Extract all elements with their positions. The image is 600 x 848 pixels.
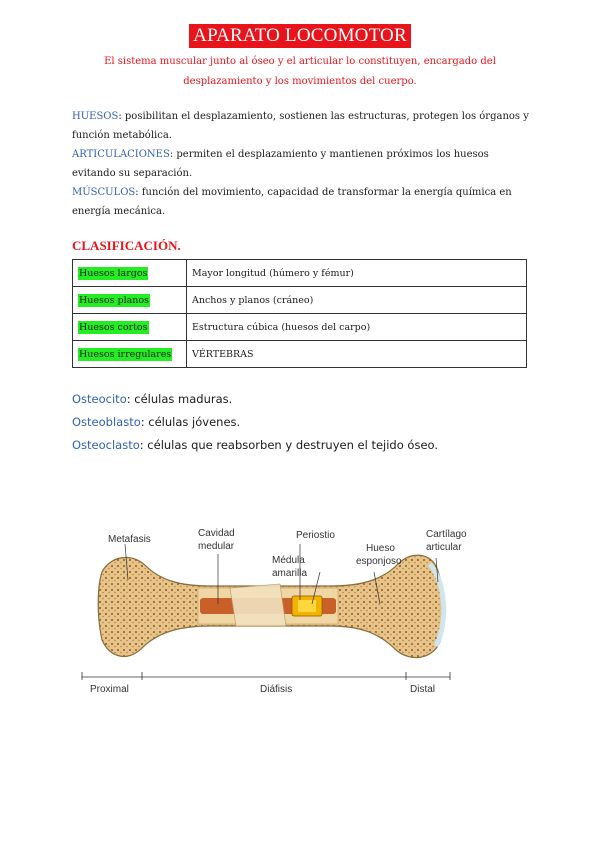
cell-text: : células que reabsorben y destruyen el tejido óseo. <box>139 438 439 452</box>
yellow-marrow-core <box>298 600 316 612</box>
cell-term: Osteoclasto <box>72 438 140 452</box>
bone-type: Huesos planos <box>79 294 150 306</box>
cell-osteoblasto <box>72 411 438 434</box>
label-cavidad: Cavidad <box>198 528 235 539</box>
cell-osteocito <box>72 388 438 411</box>
cell-term: Osteocito <box>72 392 127 406</box>
bone-type: Huesos irregulares <box>79 348 172 360</box>
label-proximal: Proximal <box>90 684 129 695</box>
cell-osteoclasto <box>72 434 438 457</box>
title-wrap <box>0 24 600 48</box>
definition-articulaciones <box>72 145 532 183</box>
cell-text: : células maduras. <box>126 392 233 406</box>
table-row <box>73 287 527 314</box>
table-cell-desc: Mayor longitud (húmero y fémur) <box>187 260 527 287</box>
table-cell-type <box>73 260 187 287</box>
table-cell-type <box>73 341 187 368</box>
table-row <box>73 260 527 287</box>
classification-table <box>72 259 527 368</box>
label-cartilago: Cartílago <box>426 529 467 540</box>
definition-term: ARTICULACIONES <box>72 149 170 160</box>
label-medula: Médula <box>272 555 305 566</box>
table-cell-desc: Anchos y planos (cráneo) <box>187 287 527 314</box>
label-periostio: Periostio <box>296 530 335 541</box>
definition-text: : función del movimiento, capacidad de transformar la energía química en energía mecánica. <box>72 187 512 217</box>
table-cell-type <box>73 314 187 341</box>
definition-text: : posibilitan el desplazamiento, sostienen las estructuras, protegen los órganos y función metabólica. <box>72 111 529 141</box>
label-metafasis: Metafasis <box>108 534 151 545</box>
table-row <box>73 341 527 368</box>
definition-term: HUESOS <box>72 111 119 122</box>
cell-text: : células jóvenes. <box>140 415 241 429</box>
label-amarilla: amarilla <box>272 568 308 579</box>
label-distal: Distal <box>410 684 436 695</box>
definition-term: MÚSCULOS <box>72 187 136 198</box>
definition-huesos <box>72 107 532 145</box>
bone-diagram-svg <box>80 522 467 697</box>
table-cell-desc: VÉRTEBRAS <box>187 341 527 368</box>
bone-type: Huesos cortos <box>79 321 148 333</box>
table-cell-desc: Estructura cúbica (huesos del carpo) <box>187 314 527 341</box>
label-hueso: Hueso <box>366 543 395 554</box>
definition-text: : permiten el desplazamiento y mantienen próximos los huesos evitando su separación. <box>72 149 489 179</box>
table-cell-type <box>73 287 187 314</box>
bone-diagram <box>80 522 467 697</box>
cell-term: Osteoblasto <box>72 415 141 429</box>
label-articular: articular <box>426 542 462 553</box>
cell-types <box>72 388 438 457</box>
definitions <box>72 107 532 221</box>
page-title: APARATO LOCOMOTOR <box>189 24 411 48</box>
label-medular: medular <box>198 541 235 552</box>
section-heading: CLASIFICACIÓN. <box>72 238 181 253</box>
table-row <box>73 314 527 341</box>
intro-text: El sistema muscular junto al óseo y el articular lo constituyen, encargado del desplazamiento y los movimientos del cuerpo. <box>104 56 496 87</box>
label-diafisis: Diáfisis <box>260 684 293 695</box>
bone-type: Huesos largos <box>79 267 148 279</box>
definition-musculos <box>72 183 532 221</box>
periosteum-flap <box>230 584 286 626</box>
label-esponjoso: esponjoso <box>356 556 402 567</box>
